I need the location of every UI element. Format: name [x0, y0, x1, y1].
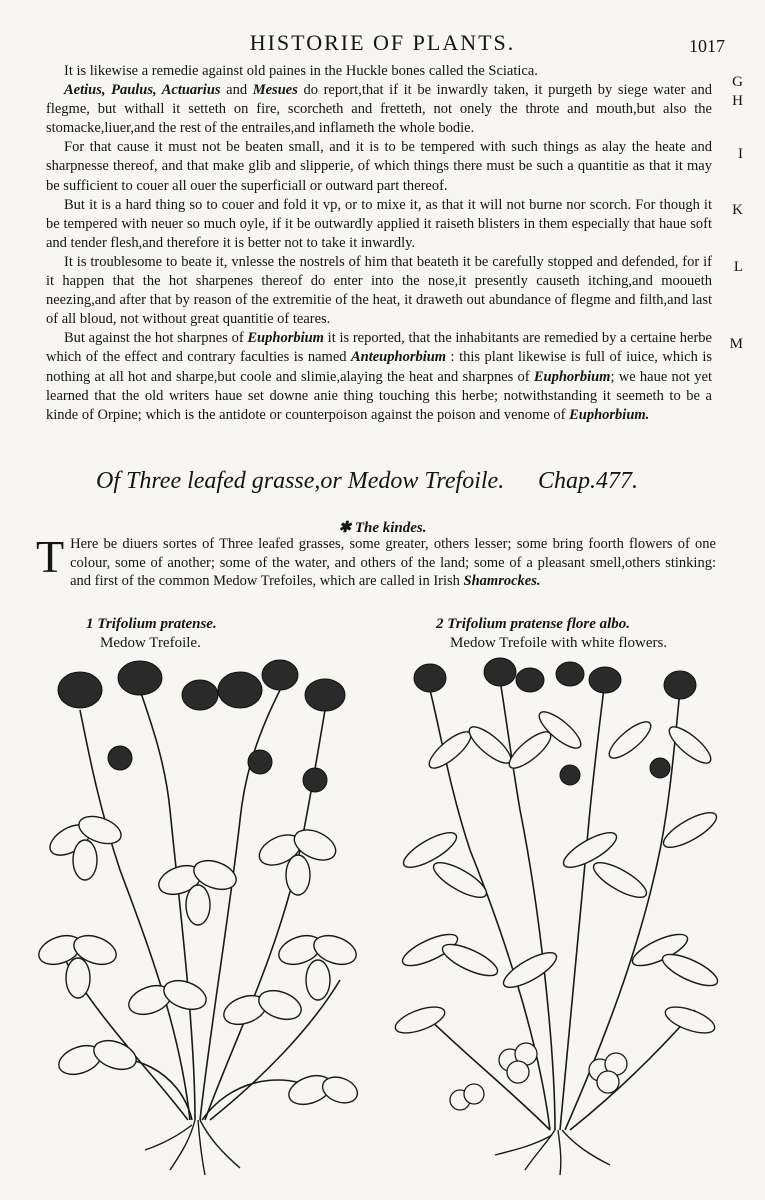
- author-names: Aetius, Paulus, Actuarius: [64, 82, 221, 99]
- euphorbium-1: Euphorbium: [247, 330, 324, 347]
- p6-b: it is reported, that the inhabitants are remedied by a certaine herbe which of the effect and contrary faculties is named: [46, 330, 712, 366]
- kinds-heading: ✱ The kindes.: [338, 520, 427, 536]
- kinds-text: Here be diuers sortes of Three leafed grasses, some greater, others lesser; some bring foorth flowers of one colour, some of another; some of the water, and others of the land; some of a pleasant smell,others stinking: and first of the common Medow Trefoiles, which are called in Irish: [70, 536, 716, 589]
- figure-2-latin: 2 Trifolium pratense flore albo.: [436, 616, 631, 632]
- paragraph-6: [46, 329, 712, 424]
- red-clover-illustration: [30, 650, 360, 1180]
- margin-letter-h: H: [732, 93, 743, 109]
- euphorbium-2: Euphorbium: [533, 368, 611, 385]
- chapter-number: Chap.477.: [538, 468, 639, 494]
- p2-text: do report,that if it be inwardly taken, it purgeth by siege water and flegme, but withall it setteth on fire, scorcheth and fretteth, not onely the throte and mouth,but also the stomacke,liuer,and the rest of the entrailes,and inflameth the whole bodie.: [46, 82, 712, 137]
- paragraph-4: But it is a hard thing so to couer and fold it vp, or to mixe it, as that it will not burne nor scorch. For though it be tempered with neuer so much oyle, if it be outwardly applied it raiseth blisters in them especially that haue soft and tender flesh,and therefore it is better not to take it inwardly.: [46, 196, 712, 251]
- p2-and: and: [220, 82, 253, 99]
- paragraph-3: For that cause it must not be beaten small, and it is to be tempered with such things as alay the heate and sharpnesse thereof, and that make glib and slipperie, of which things there must be such a quantitie as that it may be sufficient to couer all ouer the superficiall or outward part thereof.: [46, 139, 712, 194]
- figure-2-english: Medow Trefoile with white flowers.: [450, 635, 668, 651]
- figure-1-caption: [86, 615, 217, 653]
- shamrockes: Shamrockes.: [463, 573, 541, 589]
- p6-c: : this plant likewise is full of iuice, which is nothing at all hot and sharpe,but coole and slimie,alaying the heat and sharpnes of: [46, 349, 712, 385]
- paragraph-5: It is troublesome to beate it, vnlesse the nostrels of him that beateth it be carefully stopped and defended, for if it happen that the hot sharpenes thereof do enter into the nose,it presently causeth itching,and mooueth neezing,and after that by reason of the extremitie of the heat, it draweth out abundance of flegme and filth,and last of all bloud, not without great quantitie of teares.: [46, 253, 712, 328]
- figure-1-english: Medow Trefoile.: [100, 635, 201, 651]
- kinds-paragraph: [36, 531, 716, 591]
- figure-2-caption: [436, 615, 667, 653]
- margin-letter-i: I: [738, 146, 743, 162]
- chapter-title: Of Three leafed grasse,or Medow Trefoile.: [96, 468, 505, 494]
- figure-1-latin: 1 Trifolium pratense.: [86, 616, 217, 632]
- paragraph-2: [46, 81, 712, 138]
- body-text: [46, 62, 712, 425]
- page-number: 1017: [689, 36, 725, 56]
- margin-letter-k: K: [732, 202, 743, 218]
- margin-letter-l: L: [733, 259, 743, 275]
- drop-cap: T: [36, 531, 65, 582]
- paragraph-1: It is likewise a remedie against old paines in the Huckle bones called the Sciatica.: [64, 63, 538, 79]
- author-mesues: Mesues: [252, 82, 298, 99]
- euphorbium-3: Euphorbium.: [569, 406, 650, 423]
- white-clover-illustration: [390, 650, 730, 1180]
- anteuphorbium: Anteuphorbium: [350, 349, 447, 366]
- margin-letter-m: M: [729, 336, 743, 352]
- p6-a: But against the hot sharpnes of: [64, 330, 248, 347]
- p6-d: ; we haue not yet learned that the old writers haue set downe anie thing touching this herbe; notwithstanding it seemeth to be a kinde of Orpine; which is the antidote or counterpoison against the poison and venome of: [46, 368, 712, 423]
- running-head: HISTORIE OF PLANTS.: [249, 30, 516, 55]
- margin-letter-g: G: [732, 74, 743, 90]
